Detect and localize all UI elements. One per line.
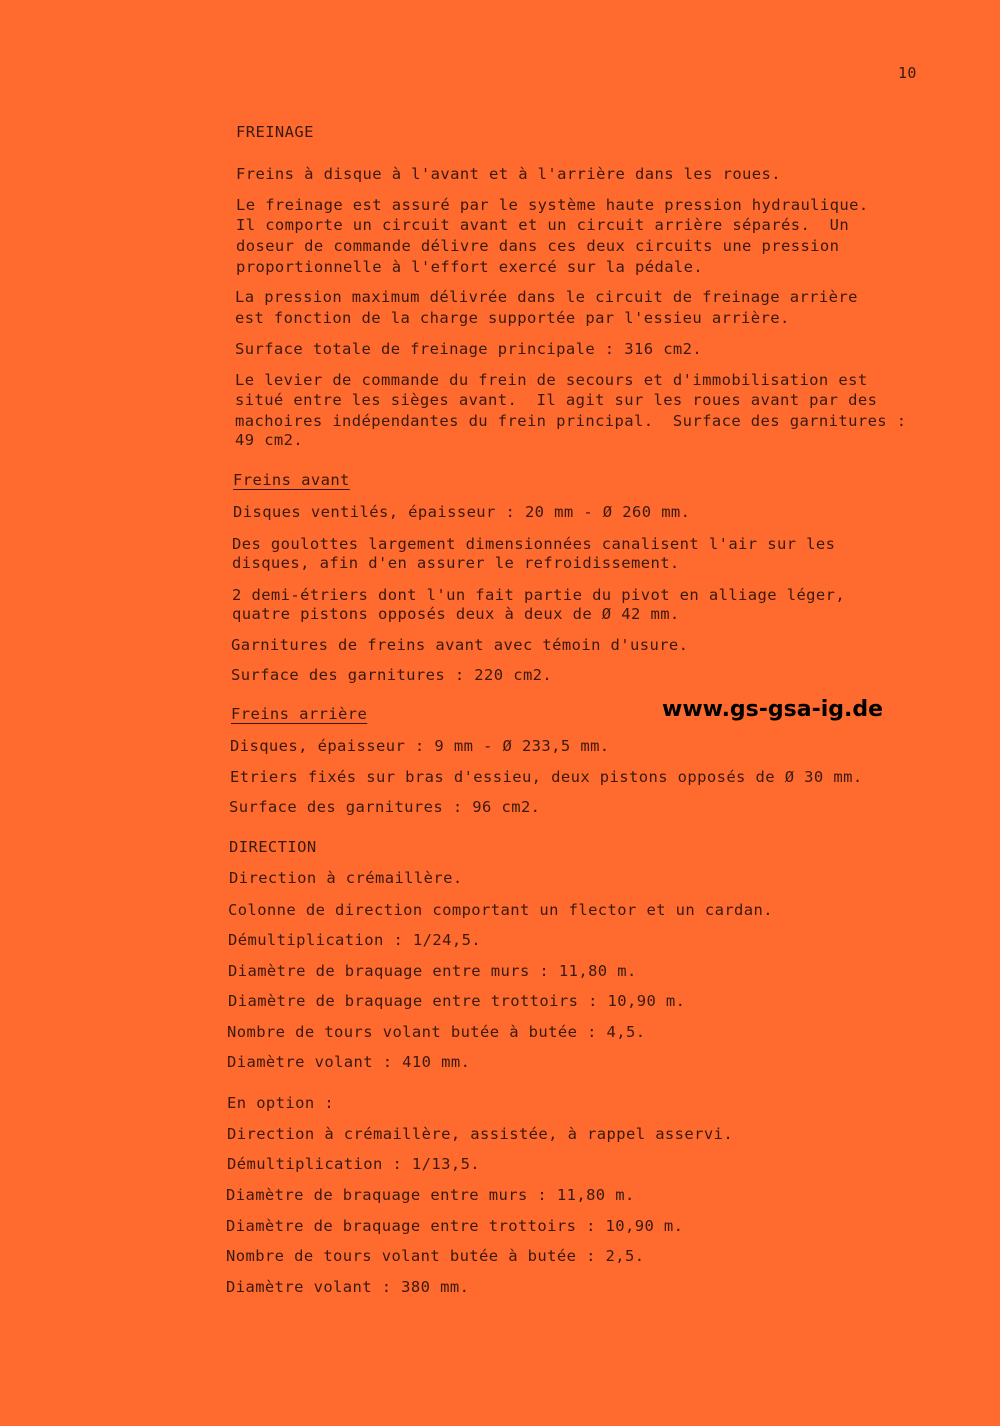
paragraph-line: machoires indépendantes du frein principal. Surface des garnitures : [235,412,907,430]
heading-freinage: FREINAGE [236,123,314,141]
heading-freins-arriere: Freins arrière [231,705,368,723]
paragraph-line: est fonction de la charge supportée par l'essieu arrière. [235,309,790,327]
paragraph-line: Nombre de tours volant butée à butée : 2,5. [226,1247,645,1265]
paragraph-surface-totale: Surface totale de freinage principale : 316 cm2. [235,340,703,358]
paragraph-line: Disques, épaisseur : 9 mm - Ø 233,5 mm. [230,737,610,755]
paragraph-line: La pression maximum délivrée dans le circuit de freinage arrière [235,288,858,306]
paragraph-line: Il comporte un circuit avant et un circuit arrière séparés. Un [236,216,850,234]
paragraph-line: disques, afin d'en assurer le refroidissement. [232,554,680,572]
paragraph-line: Diamètre de braquage entre murs : 11,80 m. [226,1186,635,1204]
paragraph-line: doseur de commande délivre dans ces deux circuits une pression [236,237,840,255]
paragraph-line: Direction à crémaillère. [229,869,463,887]
paragraph-line: Démultiplication : 1/13,5. [227,1155,481,1173]
paragraph-line: Diamètre de braquage entre trottoirs : 10,90 m. [226,1217,684,1235]
paragraph-line: Diamètre volant : 410 mm. [227,1053,471,1071]
paragraph-line: Etriers fixés sur bras d'essieu, deux pistons opposés de Ø 30 mm. [230,768,863,786]
watermark-url: www.gs-gsa-ig.de [662,697,884,722]
paragraph-line: Le freinage est assuré par le système haute pression hydraulique. [236,196,869,214]
paragraph-line: Démultiplication : 1/24,5. [228,931,482,949]
paragraph-line: 2 demi-étriers dont l'un fait partie du pivot en alliage léger, [232,586,846,604]
paragraph-line: Colonne de direction comportant un flector et un cardan. [228,901,773,919]
paragraph-line: Diamètre de braquage entre murs : 11,80 m. [228,962,637,980]
paragraph-line: situé entre les sièges avant. Il agit sur les roues avant par des [235,391,878,409]
heading-direction: DIRECTION [229,838,317,856]
page-number: 10 [898,64,917,82]
paragraph-line: Direction à crémaillère, assistée, à rappel asservi. [227,1125,734,1143]
heading-en-option: En option : [227,1094,335,1112]
paragraph-line: 49 cm2. [235,431,304,449]
paragraph-line: Nombre de tours volant butée à butée : 4,5. [227,1023,646,1041]
paragraph-line: Surface des garnitures : 220 cm2. [231,666,553,684]
paragraph-line: proportionnelle à l'effort exercé sur la pédale. [236,258,704,276]
paragraph-freins-disque: Freins à disque à l'avant et à l'arrière dans les roues. [236,165,781,183]
paragraph-line: Diamètre volant : 380 mm. [226,1278,470,1296]
paragraph-line: Le levier de commande du frein de secours et d'immobilisation est [235,371,868,389]
paragraph-line: Diamètre de braquage entre trottoirs : 10,90 m. [228,992,686,1010]
heading-freins-avant: Freins avant [233,471,350,489]
paragraph-line: Disques ventilés, épaisseur : 20 mm - Ø 260 mm. [233,503,691,521]
paragraph-line: Surface des garnitures : 96 cm2. [229,798,541,816]
paragraph-line: Des goulottes largement dimensionnées canalisent l'air sur les [232,535,836,553]
paragraph-line: Garnitures de freins avant avec témoin d'usure. [231,636,689,654]
paragraph-line: quatre pistons opposés deux à deux de Ø 42 mm. [232,605,680,623]
